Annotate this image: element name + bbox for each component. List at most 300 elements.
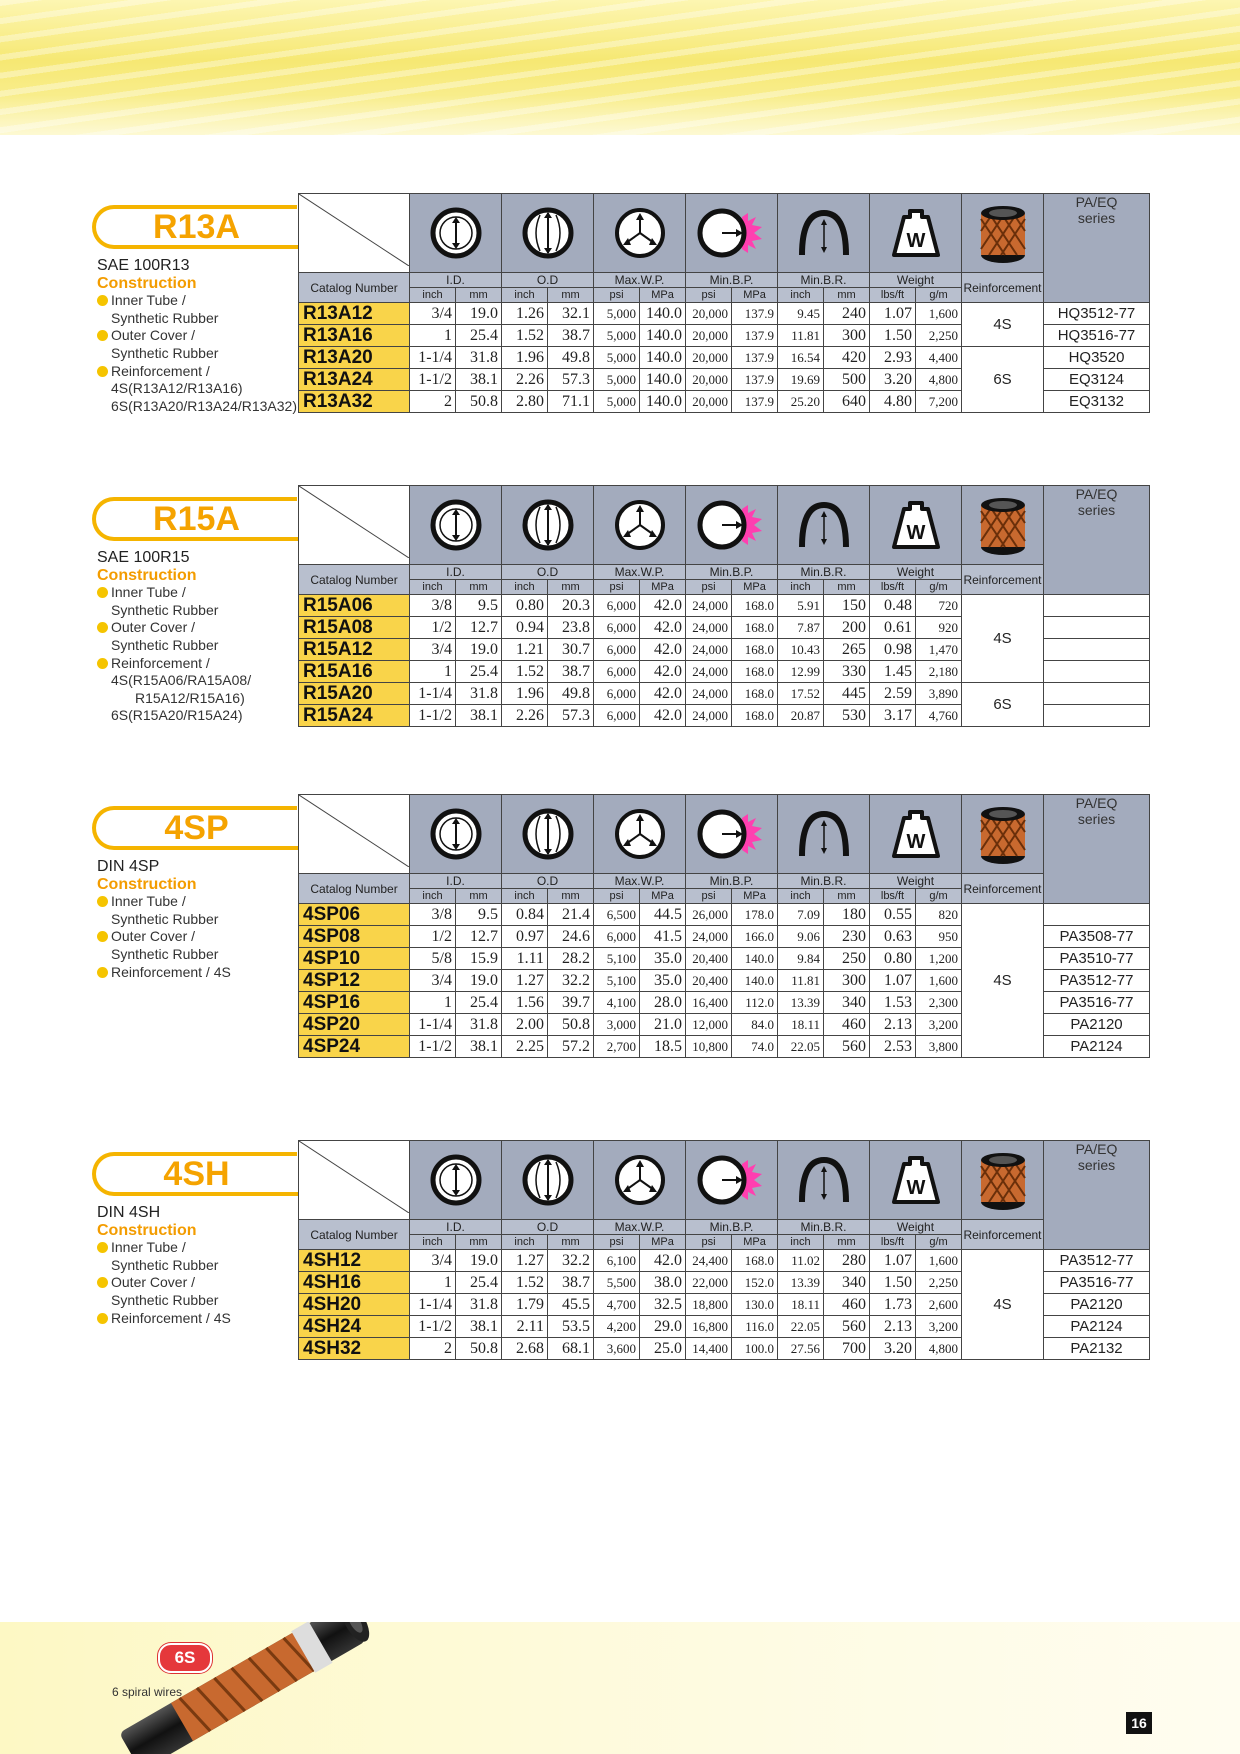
id-inch: 1-1/2 (410, 705, 456, 727)
od-inch: 2.26 (502, 705, 548, 727)
od-mm: 49.8 (548, 683, 594, 705)
wp-psi: 5,000 (594, 303, 640, 325)
bp-mpa: 168.0 (732, 705, 778, 727)
br-inch: 11.02 (778, 1250, 824, 1272)
reinforcement-icon (975, 493, 1031, 557)
catalog-number: 4SP16 (299, 992, 410, 1014)
reinforcement-icon (975, 201, 1031, 265)
id-inch: 1/2 (410, 617, 456, 639)
br-inch: 25.20 (778, 391, 824, 413)
od-icon-cell (502, 795, 594, 874)
reinforcement-icon-cell (962, 486, 1044, 565)
burst-pressure-icon (696, 1154, 768, 1206)
id-inch: 1-1/2 (410, 1316, 456, 1338)
working-pressure-icon (614, 1154, 666, 1206)
reinforcement-value: 4S (962, 904, 1044, 1058)
id-inch: 3/8 (410, 595, 456, 617)
br-mm: 340 (824, 992, 870, 1014)
outer-diameter-icon (522, 808, 574, 860)
bp-icon-cell (686, 1141, 778, 1220)
br-mm: 460 (824, 1294, 870, 1316)
bp-mpa: 137.9 (732, 325, 778, 347)
od-mm: 20.3 (548, 595, 594, 617)
construction-heading: Construction (97, 566, 197, 584)
unit-inch: inch (410, 580, 456, 595)
bp-psi: 24,000 (686, 705, 732, 727)
od-mm: 28.2 (548, 948, 594, 970)
bp-mpa: 74.0 (732, 1036, 778, 1058)
weight-lbs-ft: 4.80 (870, 391, 916, 413)
unit-mm: mm (456, 580, 502, 595)
catalog-number: 4SP12 (299, 970, 410, 992)
bp-mpa: 137.9 (732, 391, 778, 413)
section-title-pill (92, 806, 297, 850)
od-mm: 38.7 (548, 1272, 594, 1294)
weight-lbs-ft: 1.50 (870, 325, 916, 347)
od-mm: 32.2 (548, 970, 594, 992)
reinforcement-icon-cell (962, 795, 1044, 874)
id-header: I.D. (410, 565, 502, 580)
construction-item: Outer Cover / (97, 928, 297, 946)
bp-icon-cell (686, 795, 778, 874)
bp-mpa: 137.9 (732, 303, 778, 325)
series-label: series (1077, 1157, 1116, 1173)
weight-g-m: 4,800 (916, 1338, 962, 1360)
weight-g-m: 920 (916, 617, 962, 639)
br-mm: 340 (824, 1272, 870, 1294)
bp-mpa: 116.0 (732, 1316, 778, 1338)
construction-info (97, 257, 297, 415)
catalog-number: 4SP06 (299, 904, 410, 926)
unit-inch: inch (410, 889, 456, 904)
construction-item: Inner Tube / (97, 1239, 297, 1257)
id-inch: 3/4 (410, 303, 456, 325)
wp-mpa: 140.0 (640, 347, 686, 369)
wp-psi: 5,100 (594, 948, 640, 970)
pa-eq-series: PA3512-77 (1044, 1250, 1150, 1272)
catalog-number: R15A16 (299, 661, 410, 683)
spec-table-wrap (298, 794, 1150, 1058)
weight-g-m: 950 (916, 926, 962, 948)
wp-psi: 5,100 (594, 970, 640, 992)
weight-g-m: 3,800 (916, 1036, 962, 1058)
pa-eq-label: PA/EQ (1075, 795, 1118, 811)
construction-item: Synthetic Rubber (111, 1256, 219, 1273)
section-title: R15A (153, 500, 240, 538)
weight-g-m: 1,600 (916, 1250, 962, 1272)
bp-psi: 24,000 (686, 926, 732, 948)
bp-header: Min.B.P. (686, 273, 778, 288)
wp-psi: 6,000 (594, 595, 640, 617)
bp-psi: 20,000 (686, 325, 732, 347)
od-mm: 38.7 (548, 661, 594, 683)
pa-eq-header (1044, 795, 1150, 904)
id-inch: 1-1/2 (410, 1036, 456, 1058)
br-mm: 330 (824, 661, 870, 683)
od-inch: 0.84 (502, 904, 548, 926)
unit-inch: inch (778, 889, 824, 904)
unit-psi: psi (686, 1235, 732, 1250)
wp-psi: 6,000 (594, 661, 640, 683)
bp-psi: 12,000 (686, 1014, 732, 1036)
wp-psi: 5,000 (594, 325, 640, 347)
spec-table-wrap (298, 485, 1150, 727)
bend-radius-icon (794, 207, 854, 259)
wp-psi: 6,000 (594, 926, 640, 948)
weight-g-m: 3,890 (916, 683, 962, 705)
od-header: O.D (502, 273, 594, 288)
reinforcement-icon (975, 1148, 1031, 1212)
id-mm: 50.8 (456, 1338, 502, 1360)
id-mm: 19.0 (456, 1250, 502, 1272)
od-inch: 1.52 (502, 325, 548, 347)
bend-radius-icon (794, 808, 854, 860)
corner-cell (299, 486, 410, 565)
od-mm: 57.3 (548, 705, 594, 727)
pa-eq-label: PA/EQ (1075, 1141, 1118, 1157)
weight-lbs-ft: 2.13 (870, 1014, 916, 1036)
wp-mpa: 18.5 (640, 1036, 686, 1058)
wp-psi: 5,000 (594, 347, 640, 369)
section-title-pill (92, 205, 297, 249)
od-inch: 1.27 (502, 1250, 548, 1272)
unit-inch: inch (410, 288, 456, 303)
id-mm: 25.4 (456, 325, 502, 347)
weight-g-m: 4,760 (916, 705, 962, 727)
construction-item: Synthetic Rubber (111, 945, 219, 962)
bp-psi: 24,000 (686, 595, 732, 617)
id-inch: 5/8 (410, 948, 456, 970)
wp-psi: 6,000 (594, 617, 640, 639)
bp-psi: 16,400 (686, 992, 732, 1014)
inner-diameter-icon (430, 808, 482, 860)
wp-mpa: 38.0 (640, 1272, 686, 1294)
unit-mm: mm (824, 889, 870, 904)
bp-header: Min.B.P. (686, 874, 778, 889)
pa-eq-series: HQ3516-77 (1044, 325, 1150, 347)
unit-inch: inch (778, 288, 824, 303)
od-mm: 57.2 (548, 1036, 594, 1058)
br-inch: 5.91 (778, 595, 824, 617)
id-mm: 25.4 (456, 1272, 502, 1294)
od-inch: 1.79 (502, 1294, 548, 1316)
standard: SAE 100R15 (97, 549, 190, 566)
table-row (299, 1250, 1150, 1272)
bp-mpa: 140.0 (732, 970, 778, 992)
bp-psi: 16,800 (686, 1316, 732, 1338)
construction-item: Inner Tube / (97, 584, 297, 602)
weight-g-m: 1,200 (916, 948, 962, 970)
wp-mpa: 28.0 (640, 992, 686, 1014)
wp-mpa: 42.0 (640, 617, 686, 639)
od-inch: 2.25 (502, 1036, 548, 1058)
unit-g-m: g/m (916, 889, 962, 904)
weight-lbs-ft: 2.53 (870, 1036, 916, 1058)
unit-mpa: MPa (640, 1235, 686, 1250)
br-inch: 13.39 (778, 1272, 824, 1294)
construction-item: Reinforcement / (97, 655, 297, 673)
id-icon-cell (410, 1141, 502, 1220)
br-mm: 640 (824, 391, 870, 413)
unit-psi: psi (686, 288, 732, 303)
wp-psi: 4,100 (594, 992, 640, 1014)
br-inch: 27.56 (778, 1338, 824, 1360)
catalog-number: R13A12 (299, 303, 410, 325)
catalog-number: 4SH12 (299, 1250, 410, 1272)
weight-g-m: 720 (916, 595, 962, 617)
catalog-number: 4SH24 (299, 1316, 410, 1338)
od-inch: 1.52 (502, 661, 548, 683)
weight-icon-cell (870, 194, 962, 273)
spec-table-wrap (298, 1140, 1150, 1360)
wp-mpa: 35.0 (640, 970, 686, 992)
weight-lbs-ft: 0.61 (870, 617, 916, 639)
od-inch: 2.68 (502, 1338, 548, 1360)
bp-mpa: 168.0 (732, 617, 778, 639)
weight-lbs-ft: 2.59 (870, 683, 916, 705)
unit-lbs-ft: lbs/ft (870, 580, 916, 595)
reinforcement-value: 4S (962, 1250, 1044, 1360)
catalog-number-header: Catalog Number (299, 565, 410, 595)
wp-header: Max.W.P. (594, 565, 686, 580)
id-mm: 19.0 (456, 970, 502, 992)
bp-header: Min.B.P. (686, 1220, 778, 1235)
wp-psi: 5,000 (594, 369, 640, 391)
unit-g-m: g/m (916, 288, 962, 303)
bp-mpa: 178.0 (732, 904, 778, 926)
table-row (299, 683, 1150, 705)
id-header: I.D. (410, 273, 502, 288)
wp-icon-cell (594, 486, 686, 565)
unit-mm: mm (456, 288, 502, 303)
bp-header: Min.B.P. (686, 565, 778, 580)
reinforcement-header: Reinforcement (962, 874, 1044, 904)
reinforcement-value: 4S (962, 303, 1044, 347)
od-inch: 2.00 (502, 1014, 548, 1036)
br-mm: 180 (824, 904, 870, 926)
standard: DIN 4SP (97, 858, 160, 875)
bp-mpa: 168.0 (732, 639, 778, 661)
od-icon-cell (502, 1141, 594, 1220)
bp-psi: 24,000 (686, 617, 732, 639)
wp-mpa: 41.5 (640, 926, 686, 948)
weight-lbs-ft: 1.45 (870, 661, 916, 683)
outer-diameter-icon (522, 1154, 574, 1206)
br-icon-cell (778, 795, 870, 874)
bp-mpa: 137.9 (732, 347, 778, 369)
id-inch: 2 (410, 391, 456, 413)
weight-g-m: 820 (916, 904, 962, 926)
wp-header: Max.W.P. (594, 874, 686, 889)
unit-g-m: g/m (916, 1235, 962, 1250)
br-mm: 250 (824, 948, 870, 970)
construction-item: Inner Tube / (97, 893, 297, 911)
weight-letter: W (906, 1177, 925, 1199)
pa-eq-series: EQ3132 (1044, 391, 1150, 413)
wp-mpa: 140.0 (640, 391, 686, 413)
od-mm: 30.7 (548, 639, 594, 661)
wp-psi: 3,600 (594, 1338, 640, 1360)
weight-lbs-ft: 1.50 (870, 1272, 916, 1294)
pa-eq-series (1044, 639, 1150, 661)
pa-eq-label: PA/EQ (1075, 194, 1118, 210)
unit-inch: inch (502, 288, 548, 303)
br-header: Min.B.R. (778, 874, 870, 889)
unit-mpa: MPa (732, 580, 778, 595)
catalog-number: R15A06 (299, 595, 410, 617)
table-row (299, 303, 1150, 325)
catalog-number: R15A24 (299, 705, 410, 727)
id-mm: 19.0 (456, 639, 502, 661)
bend-radius-icon (794, 1154, 854, 1206)
weight-g-m: 2,300 (916, 992, 962, 1014)
unit-psi: psi (594, 1235, 640, 1250)
bp-psi: 20,000 (686, 347, 732, 369)
pa-eq-series (1044, 661, 1150, 683)
br-inch: 7.09 (778, 904, 824, 926)
catalog-number: 4SH16 (299, 1272, 410, 1294)
bp-mpa: 112.0 (732, 992, 778, 1014)
construction-item: Reinforcement / 4S (97, 964, 297, 982)
wp-mpa: 140.0 (640, 325, 686, 347)
inner-diameter-icon (430, 207, 482, 259)
pa-eq-series: PA3512-77 (1044, 970, 1150, 992)
construction-heading: Construction (97, 875, 197, 893)
pa-eq-series: PA3508-77 (1044, 926, 1150, 948)
unit-lbs-ft: lbs/ft (870, 1235, 916, 1250)
catalog-number: 4SP08 (299, 926, 410, 948)
unit-lbs-ft: lbs/ft (870, 889, 916, 904)
pa-eq-series: PA3516-77 (1044, 992, 1150, 1014)
od-inch: 1.96 (502, 683, 548, 705)
unit-lbs-ft: lbs/ft (870, 288, 916, 303)
od-mm: 32.1 (548, 303, 594, 325)
weight-header: Weight (870, 565, 962, 580)
br-inch: 12.99 (778, 661, 824, 683)
reinforcement-header: Reinforcement (962, 1220, 1044, 1250)
od-inch: 2.11 (502, 1316, 548, 1338)
br-mm: 240 (824, 303, 870, 325)
od-inch: 0.97 (502, 926, 548, 948)
unit-psi: psi (686, 580, 732, 595)
series-label: series (1077, 502, 1116, 518)
id-inch: 1 (410, 325, 456, 347)
catalog-number-header: Catalog Number (299, 1220, 410, 1250)
construction-item: 4S(R13A12/R13A16) (111, 380, 243, 397)
construction-info (97, 549, 297, 725)
br-header: Min.B.R. (778, 565, 870, 580)
construction-heading: Construction (97, 1221, 197, 1239)
outer-diameter-icon (522, 207, 574, 259)
unit-inch: inch (502, 1235, 548, 1250)
br-mm: 700 (824, 1338, 870, 1360)
bp-psi: 24,400 (686, 1250, 732, 1272)
construction-item: Outer Cover / (97, 1274, 297, 1292)
unit-mm: mm (548, 889, 594, 904)
id-mm: 12.7 (456, 926, 502, 948)
id-mm: 9.5 (456, 904, 502, 926)
wp-psi: 4,700 (594, 1294, 640, 1316)
bp-psi: 20,000 (686, 391, 732, 413)
spec-table (298, 485, 1150, 727)
reinforcement-value: 6S (962, 683, 1044, 727)
od-header: O.D (502, 874, 594, 889)
bp-mpa: 168.0 (732, 683, 778, 705)
unit-mm: mm (456, 889, 502, 904)
od-header: O.D (502, 565, 594, 580)
weight-lbs-ft: 3.20 (870, 1338, 916, 1360)
weight-letter: W (906, 522, 925, 544)
weight-lbs-ft: 0.80 (870, 948, 916, 970)
wp-psi: 6,000 (594, 705, 640, 727)
weight-letter: W (906, 230, 925, 252)
pa-eq-label: PA/EQ (1075, 486, 1118, 502)
pa-eq-header (1044, 194, 1150, 303)
od-inch: 1.11 (502, 948, 548, 970)
catalog-number: R13A32 (299, 391, 410, 413)
wp-mpa: 35.0 (640, 948, 686, 970)
bp-mpa: 84.0 (732, 1014, 778, 1036)
id-mm: 12.7 (456, 617, 502, 639)
corner-cell (299, 1141, 410, 1220)
pa-eq-series (1044, 904, 1150, 926)
weight-icon-cell (870, 1141, 962, 1220)
bp-psi: 20,000 (686, 369, 732, 391)
id-mm: 50.8 (456, 391, 502, 413)
bp-mpa: 166.0 (732, 926, 778, 948)
od-inch: 0.94 (502, 617, 548, 639)
catalog-number: R13A20 (299, 347, 410, 369)
weight-lbs-ft: 0.55 (870, 904, 916, 926)
construction-info (97, 1204, 297, 1327)
weight-lbs-ft: 1.53 (870, 992, 916, 1014)
unit-mm: mm (456, 1235, 502, 1250)
catalog-number-header: Catalog Number (299, 273, 410, 303)
burst-pressure-icon (696, 499, 768, 551)
od-header: O.D (502, 1220, 594, 1235)
wp-mpa: 42.0 (640, 595, 686, 617)
catalog-number-header: Catalog Number (299, 874, 410, 904)
br-mm: 560 (824, 1316, 870, 1338)
section-title: R13A (153, 208, 240, 246)
weight-icon (890, 499, 942, 551)
br-mm: 445 (824, 683, 870, 705)
bp-mpa: 130.0 (732, 1294, 778, 1316)
br-inch: 20.87 (778, 705, 824, 727)
construction-item: Synthetic Rubber (111, 636, 219, 653)
id-mm: 25.4 (456, 661, 502, 683)
reinforcement-icon-cell (962, 1141, 1044, 1220)
construction-item: Synthetic Rubber (111, 1291, 219, 1308)
br-mm: 200 (824, 617, 870, 639)
series-label: series (1077, 811, 1116, 827)
od-inch: 1.96 (502, 347, 548, 369)
br-icon-cell (778, 1141, 870, 1220)
id-mm: 38.1 (456, 369, 502, 391)
id-inch: 3/4 (410, 970, 456, 992)
id-inch: 3/8 (410, 904, 456, 926)
construction-heading: Construction (97, 274, 197, 292)
working-pressure-icon (614, 808, 666, 860)
section-title-pill (92, 1152, 297, 1196)
unit-mm: mm (548, 580, 594, 595)
standard: DIN 4SH (97, 1204, 161, 1221)
bp-psi: 24,000 (686, 639, 732, 661)
weight-g-m: 1,600 (916, 970, 962, 992)
wp-mpa: 42.0 (640, 705, 686, 727)
wp-icon-cell (594, 194, 686, 273)
od-mm: 71.1 (548, 391, 594, 413)
